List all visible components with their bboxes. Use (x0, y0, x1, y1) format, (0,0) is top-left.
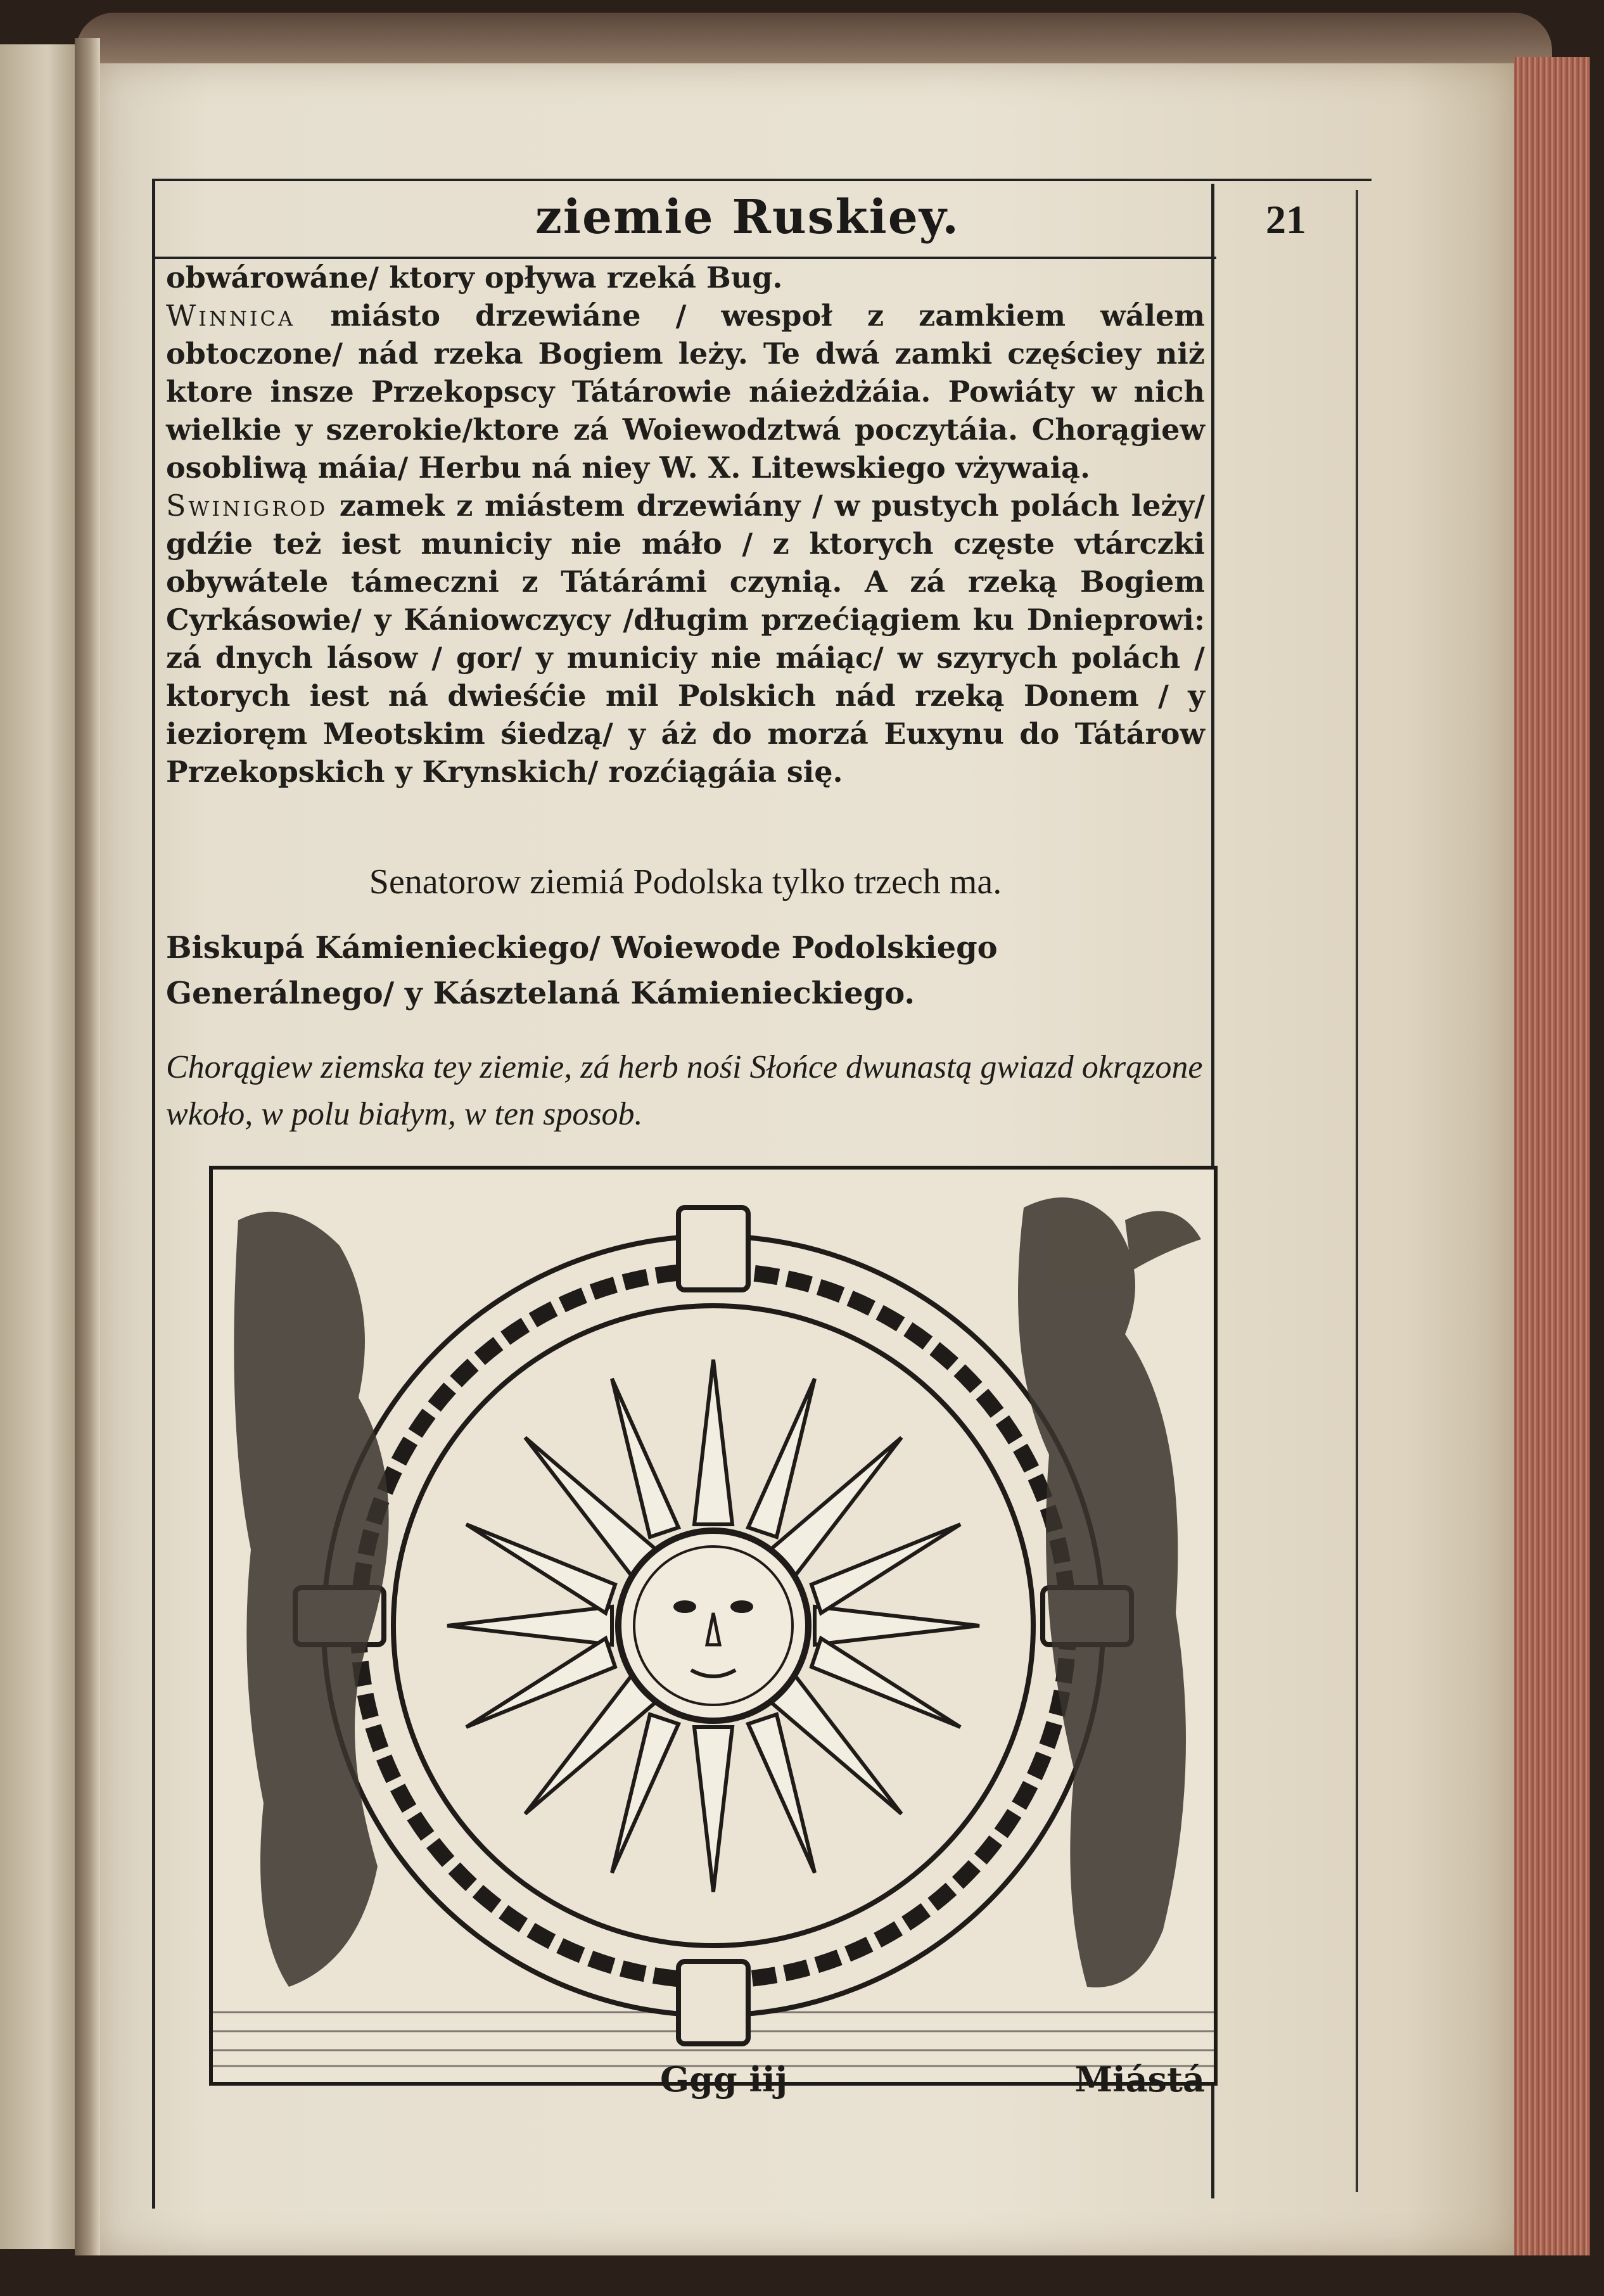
running-head: ziemie Ruskiey. (535, 190, 960, 245)
paragraph-2-text: miásto drzewiáne / wespoł z zamkiem wálem obtoczone/ nád rzeka Bogiem leży. Te dwá zamki częściey niż ktore insze Przekopscy Tátárowie náieżdżáia. Powiáty w nich wielkie y szerokie/ktore zá Woiewodztwá poczytáia. Chorągiew osobliwą máia/ Herbu ná niey W. X. Litewskiego vżywaią. (166, 298, 1205, 485)
senators-list: Biskupá Kámienieckiego/ Woiewode Podolskiego Generálnego/ y Kásztelaná Kámienieckiego. (166, 930, 998, 1011)
signature-mark: Ggg iij (660, 2059, 787, 2100)
section-heading: Senatorow ziemiá Podolska tylko trzech ma. (369, 862, 1002, 902)
paragraph-3-lead: Swinigrod (166, 488, 328, 523)
paragraph-1: obwárowáne/ ktory opływa rzeká Bug. (166, 260, 783, 295)
left-page-edge (0, 44, 79, 2249)
paragraph-2-lead: Winnica (166, 298, 296, 333)
catchword: Miástá (1074, 2059, 1205, 2100)
sun-wreath-woodcut (213, 1170, 1214, 2082)
paragraph-3 (166, 487, 1205, 791)
book-gutter (75, 38, 100, 2255)
body-text (166, 258, 1205, 791)
paragraph-2 (166, 297, 1205, 487)
page-number: 21 (1266, 197, 1306, 242)
paragraph-3-text: zamek z miástem drzewiány / w pustych polách leży/ gdźie też iest municiy nie máło / z ktorych częste vtárczki obywátele támeczni z Tátárámi czynią. A zá rzeką Bogiem Cyrkásowie/ y Kániowczycy /długim przećiągiem ku Dnieprowi: zá dnych lásow / gor/ y municiy nie máiąc/ w szyrych polách / ktorych iest ná dwieśćie mil Polskich nád rzeką Donem / y iezioręm Meotskim śiedzą/ y áż do morzá Euxynu do Tátárow Przekopskich y Krynskich/ rozćiągáia się. (166, 488, 1205, 789)
page-footer (166, 2059, 1205, 2110)
woodcut-illustration (209, 1166, 1218, 2086)
margin-rule (1356, 190, 1358, 2192)
banner-description: Chorągiew ziemska tey ziemie, zá herb nośi Słońce dwunastą gwiazd okrązone wkoło, w polu białym, w ten sposob. (166, 1049, 1203, 1132)
page-fore-edge (1514, 57, 1590, 2255)
